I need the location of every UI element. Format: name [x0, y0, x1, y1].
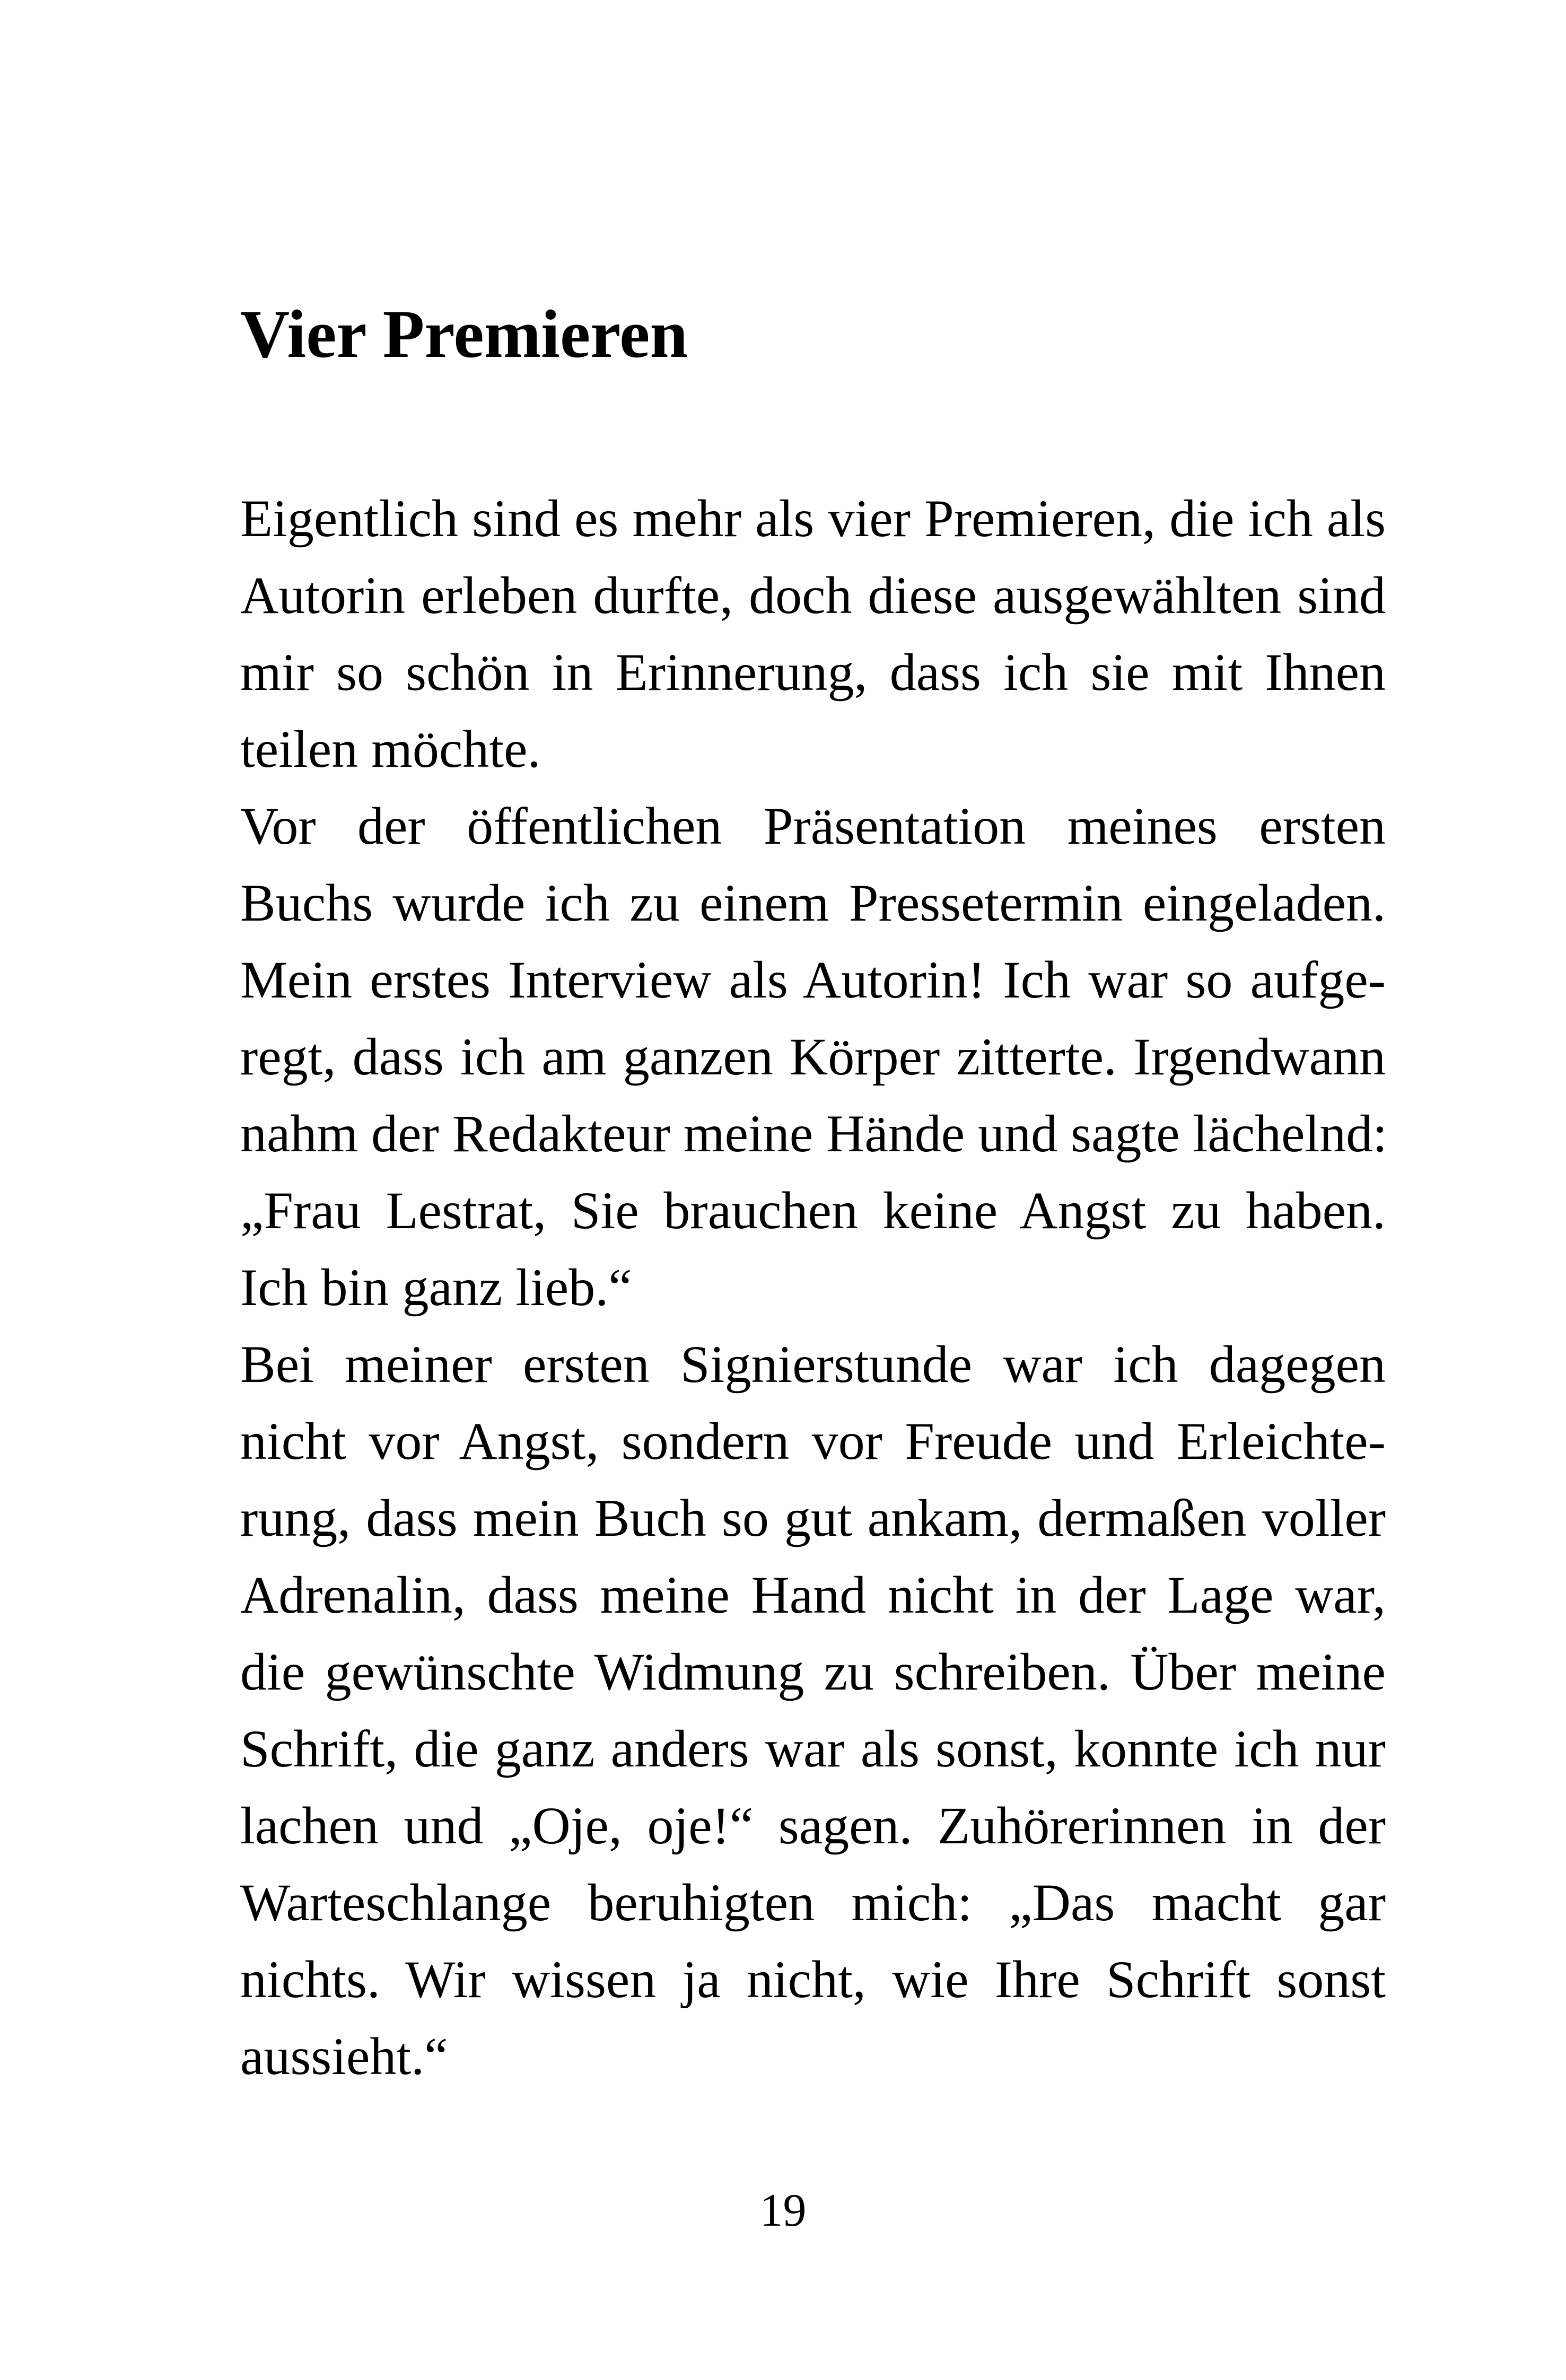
text-line: Vor der öffentlichen Präsentation meines ersten: [240, 797, 1386, 855]
text-line: Adrenalin, dass meine Hand nicht in der Lage war,: [240, 1565, 1386, 1624]
chapter-title: Vier Premieren: [240, 296, 688, 372]
text-line: teilen möchte.: [240, 720, 541, 778]
text-line: Buchs wurde ich zu einem Pressetermin eingeladen.: [240, 873, 1386, 932]
text-line: Bei meiner ersten Signierstunde war ich dagegen: [240, 1335, 1386, 1394]
text-line: Mein erstes Interview als Autorin! Ich war so aufge-: [240, 950, 1386, 1009]
text-line: Eigentlich sind es mehr als vier Premieren, die ich als: [240, 489, 1386, 548]
text-line: mir so schön in Erinnerung, dass ich sie mit Ihnen: [240, 643, 1386, 702]
page-number: 19: [759, 2185, 807, 2236]
text-line: die gewünschte Widmung zu schreiben. Über meine: [240, 1642, 1386, 1701]
text-line: Warteschlange beruhigten mich: „Das macht gar: [240, 1873, 1386, 1932]
body-text: [240, 480, 1386, 2095]
text-line: Ich bin ganz lieb.“: [240, 1258, 632, 1317]
text-line: nichts. Wir wissen ja nicht, wie Ihre Schrift sonst: [240, 1950, 1386, 2009]
text-line: aussieht.“: [240, 2027, 448, 2086]
text-line: Schrift, die ganz anders war als sonst, konnte ich nur: [240, 1719, 1386, 1778]
text-line: nicht vor Angst, sondern vor Freude und Erleichte-: [240, 1412, 1386, 1471]
text-line: rung, dass mein Buch so gut ankam, dermaßen voller: [240, 1489, 1386, 1547]
text-line: regt, dass ich am ganzen Körper zitterte. Irgendwann: [240, 1027, 1386, 1086]
text-line: „Frau Lestrat, Sie brauchen keine Angst zu haben.: [240, 1181, 1386, 1240]
text-line: lachen und „Oje, oje!“ sagen. Zuhörerinnen in der: [240, 1796, 1386, 1855]
text-line: Autorin erleben durfte, doch diese ausgewählten sind: [240, 566, 1386, 625]
text-line: nahm der Redakteur meine Hände und sagte lächelnd:: [240, 1104, 1388, 1163]
